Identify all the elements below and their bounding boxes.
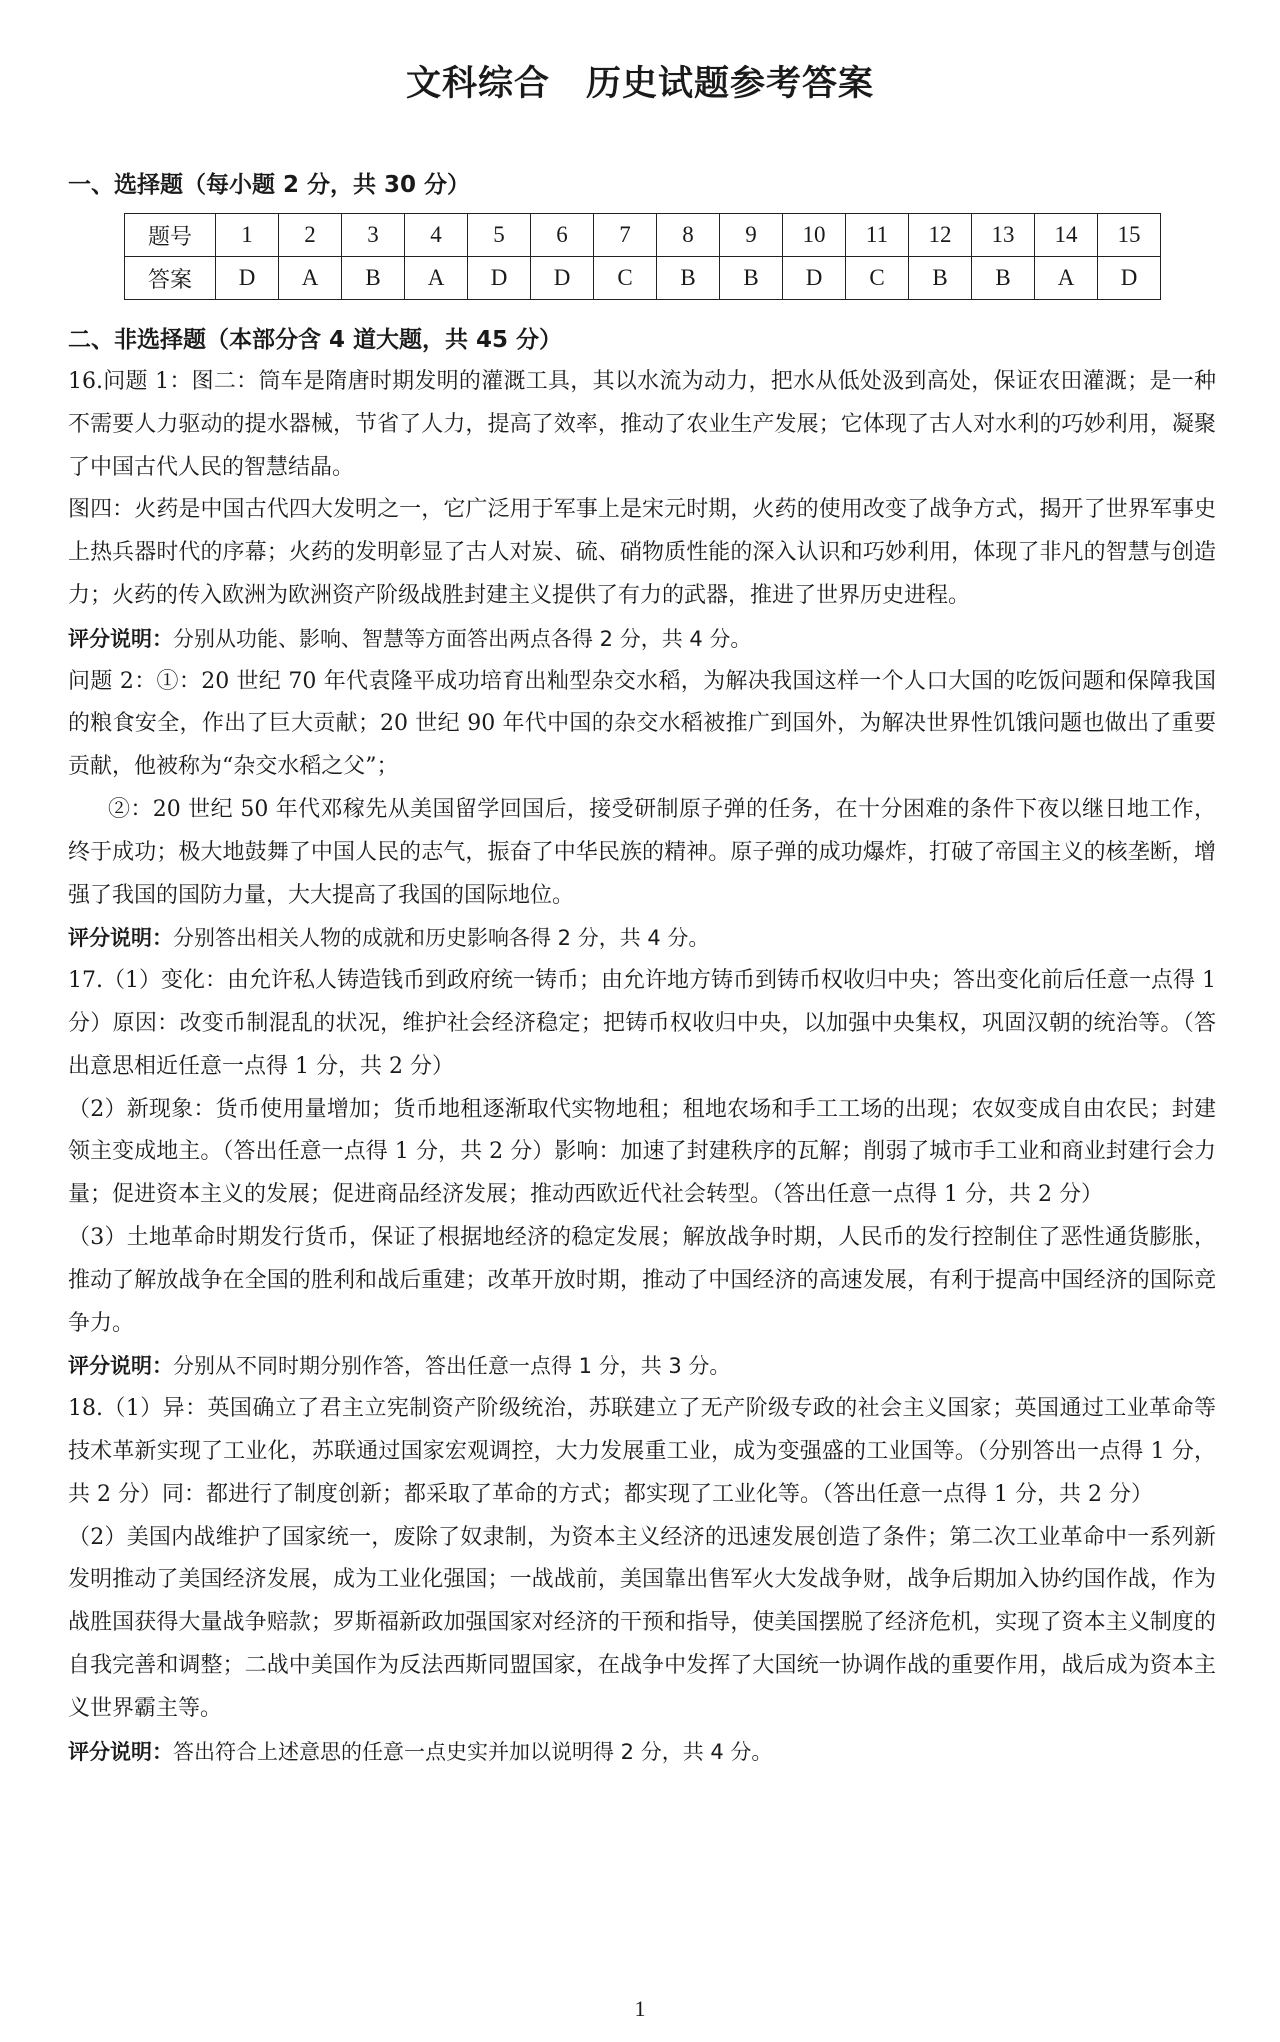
answer-cell: B <box>720 257 783 300</box>
answer-row <box>125 257 1161 300</box>
question-number: 6 <box>531 214 594 257</box>
question-number: 11 <box>846 214 909 257</box>
question-number: 7 <box>594 214 657 257</box>
question-number: 2 <box>279 214 342 257</box>
scoring-note-label: 评分说明： <box>68 1354 173 1379</box>
scoring-note <box>68 917 1216 960</box>
answer-cell: A <box>1035 257 1098 300</box>
answer-cell: D <box>216 257 279 300</box>
row-label-answer: 答案 <box>125 257 216 300</box>
question-number: 10 <box>783 214 846 257</box>
scoring-note-text: 分别从不同时期分别作答，答出任意一点得 1 分，共 3 分。 <box>173 1354 731 1379</box>
paragraph-q16-p3: 问题 2：①：20 世纪 70 年代袁隆平成功培育出籼型杂交水稻，为解决我国这样一个人口大国的吃饭问题和保障我国的粮食安全，作出了巨大贡献；20 世纪 90 年代中国的杂交水稻被推广到国外，为解决世界性饥饿问题也做出了重要贡献，他被称为“杂交水稻之父”； <box>68 668 1216 780</box>
page-number: 1 <box>634 1996 646 2021</box>
scoring-note-label: 评分说明： <box>68 926 173 951</box>
paragraph-q18-2: （2）美国内战维护了国家统一，废除了奴隶制，为资本主义经济的迅速发展创造了条件；第二次工业革命中一系列新发明推动了美国经济发展，成为工业化强国；一战战前，美国靠出售军火大发战争财，战争后期加入协约国作战，作为战胜国获得大量战争赔款；罗斯福新政加强国家对经济的干预和指导，使美国摆脱了经济危机，实现了资本主义制度的自我完善和调整；二战中美国作为反法西斯同盟国家，在战争中发挥了大国统一协调作战的重要作用，战后成为资本主义世界霸主等。 <box>68 1524 1216 1721</box>
scoring-note <box>68 618 1216 661</box>
answer-cell: B <box>972 257 1035 300</box>
scoring-note-label: 评分说明： <box>68 1739 173 1764</box>
question-number: 4 <box>405 214 468 257</box>
scoring-note-text: 分别答出相关人物的成就和历史影响各得 2 分，共 4 分。 <box>173 926 710 951</box>
question-number: 9 <box>720 214 783 257</box>
paragraph-q16-p4: ②：20 世纪 50 年代邓稼先从美国留学回国后，接受研制原子弹的任务，在十分困难的条件下夜以继日地工作，终于成功；极大地鼓舞了中国人民的志气，振奋了中华民族的精神。原子弹的成功爆炸，打破了帝国主义的核垄断，增强了我国的国防力量，大大提高了我国的国际地位。 <box>68 796 1216 908</box>
answer-cell: B <box>657 257 720 300</box>
question-number: 3 <box>342 214 405 257</box>
answer-cell: D <box>468 257 531 300</box>
question-number: 13 <box>972 214 1035 257</box>
answer-cell: A <box>405 257 468 300</box>
page-title: 文科综合 历史试题参考答案 <box>405 64 874 104</box>
answer-cell: D <box>1098 257 1161 300</box>
question-number: 1 <box>216 214 279 257</box>
question-number-row <box>125 214 1161 257</box>
scoring-note <box>68 1345 1216 1388</box>
scoring-note-text: 分别从功能、影响、智慧等方面答出两点各得 2 分，共 4 分。 <box>173 626 752 651</box>
answer-cell: D <box>783 257 846 300</box>
scoring-note <box>68 1731 1216 1774</box>
answer-cell: B <box>342 257 405 300</box>
section-1-heading: 一、选择题（每小题 2 分，共 30 分） <box>68 172 471 198</box>
paragraph-q17-2: （2）新现象：货币使用量增加；货币地租逐渐取代实物地租；租地农场和手工工场的出现；农奴变成自由农民；封建领主变成地主。（答出任意一点得 1 分，共 2 分）影响：加速了封建秩序的瓦解；削弱了城市手工业和商业封建行会力量；促进资本主义的发展；促进商品经济发展；推动西欧近代社会转型。（答出任意一点得 1 分，共 2 分） <box>68 1096 1216 1208</box>
answer-cell: A <box>279 257 342 300</box>
answer-cell: B <box>909 257 972 300</box>
question-number: 14 <box>1035 214 1098 257</box>
question-number: 8 <box>657 214 720 257</box>
paragraph-q16-p2: 图四：火药是中国古代四大发明之一，它广泛用于军事上是宋元时期，火药的使用改变了战争方式，揭开了世界军事史上热兵器时代的序幕；火药的发明彰显了古人对炭、硫、硝物质性能的深入认识和巧妙利用，体现了非凡的智慧与创造力；火药的传入欧洲为欧洲资产阶级战胜封建主义提供了有力的武器，推进了世界历史进程。 <box>68 497 1216 608</box>
question-number: 12 <box>909 214 972 257</box>
paragraph-q17-3: （3）土地革命时期发行货币，保证了根据地经济的稳定发展；解放战争时期，人民币的发行控制住了恶性通货膨胀，推动了解放战争在全国的胜利和战后重建；改革开放时期，推动了中国经济的高速发展，有利于提高中国经济的国际竞争力。 <box>68 1224 1216 1336</box>
scoring-note-label: 评分说明： <box>68 626 173 651</box>
answer-cell: C <box>594 257 657 300</box>
paragraph-q18-1: 18.（1）异：英国确立了君主立宪制资产阶级统治，苏联建立了无产阶级专政的社会主义国家；英国通过工业革命等技术革新实现了工业化，苏联通过国家宏观调控，大力发展重工业，成为变强盛的工业国等。（分别答出一点得 1 分，共 2 分）同：都进行了制度创新；都采取了革命的方式；都实现了工业化等。（答出任意一点得 1 分，共 2 分） <box>68 1396 1216 1507</box>
row-label-number: 题号 <box>125 214 216 257</box>
paragraph-q16-p1: 16.问题 1：图二：筒车是隋唐时期发明的灌溉工具，其以水流为动力，把水从低处汲到高处，保证农田灌溉；是一种不需要人力驱动的提水器械，节省了人力，提高了效率，推动了农业生产发展；它体现了古人对水利的巧妙利用，凝聚了中国古代人民的智慧结晶。 <box>68 369 1216 480</box>
paragraph-q17-1: 17.（1）变化：由允许私人铸造钱币到政府统一铸币；由允许地方铸币到铸币权收归中央；答出变化前后任意一点得 1 分）原因：改变币制混乱的状况，维护社会经济稳定；把铸币权收归中央，以加强中央集权，巩固汉朝的统治等。（答出意思相近任意一点得 1 分，共 2 分） <box>68 968 1216 1079</box>
scoring-note-text: 答出符合上述意思的任意一点史实并加以说明得 2 分，共 4 分。 <box>173 1739 773 1764</box>
answer-cell: D <box>531 257 594 300</box>
answer-table <box>124 213 1161 300</box>
section-2-heading: 二、非选择题（本部分含 4 道大题，共 45 分） <box>68 327 563 353</box>
question-number: 5 <box>468 214 531 257</box>
answer-cell: C <box>846 257 909 300</box>
question-number: 15 <box>1098 214 1161 257</box>
answer-body <box>68 361 1216 1773</box>
